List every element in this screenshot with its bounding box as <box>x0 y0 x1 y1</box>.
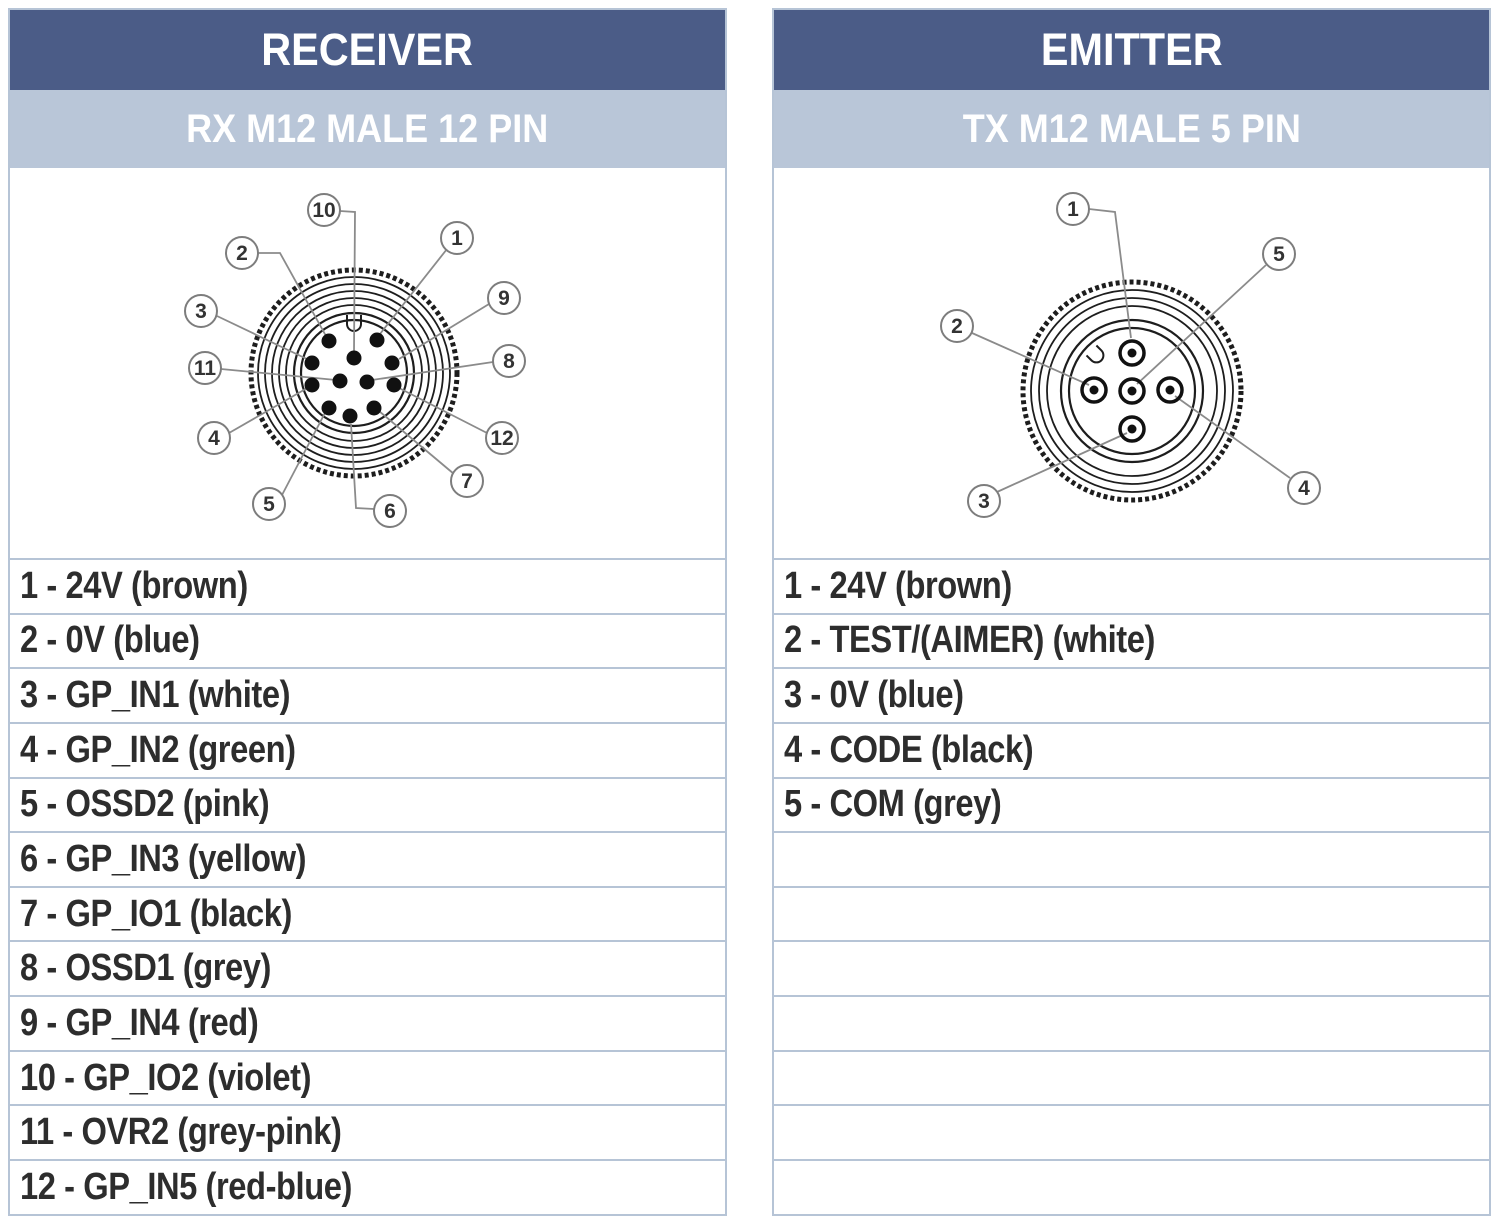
emitter-pin-row-2: 2 - TEST/(AIMER) (white) <box>774 613 1489 668</box>
receiver-pin-row-6: 6 - GP_IN3 (yellow) <box>10 831 725 886</box>
emitter-pin-row-3: 3 - 0V (blue) <box>774 667 1489 722</box>
svg-text:4: 4 <box>1298 477 1310 500</box>
receiver-pin-row-5: 5 - OSSD2 (pink) <box>10 777 725 832</box>
emitter-empty-row-8 <box>774 940 1489 995</box>
emitter-pin-row-4: 4 - CODE (black) <box>774 722 1489 777</box>
receiver-pin-row-2: 2 - 0V (blue) <box>10 613 725 668</box>
rx-callout-11 <box>189 352 221 384</box>
receiver-pin-row-9: 9 - GP_IN4 (red) <box>10 995 725 1050</box>
receiver-header-label: RECEIVER <box>261 24 474 75</box>
emitter-table <box>772 8 1491 1216</box>
emitter-subheader <box>774 90 1489 168</box>
receiver-subheader-label: RX M12 MALE 12 PIN <box>186 106 549 151</box>
svg-text:10: 10 <box>312 199 336 222</box>
tx-callout-3 <box>968 485 1000 517</box>
emitter-empty-row-9 <box>774 995 1489 1050</box>
svg-text:4: 4 <box>208 427 220 450</box>
tx-callout-4 <box>1288 472 1320 504</box>
svg-text:8: 8 <box>503 350 515 373</box>
emitter-pin-row-1: 1 - 24V (brown) <box>774 558 1489 613</box>
rx-callout-10 <box>308 194 340 226</box>
svg-text:5: 5 <box>1273 243 1285 266</box>
receiver-pin-row-1: 1 - 24V (brown) <box>10 558 725 613</box>
svg-text:1: 1 <box>451 227 463 250</box>
receiver-pin-row-8: 8 - OSSD1 (grey) <box>10 940 725 995</box>
receiver-connector-diagram <box>10 168 725 558</box>
rx-callout-4 <box>198 422 230 454</box>
svg-text:1: 1 <box>1067 198 1079 221</box>
receiver-table <box>8 8 727 1216</box>
rx-callout-6 <box>374 495 406 527</box>
emitter-pin-row-5: 5 - COM (grey) <box>774 777 1489 832</box>
emitter-empty-row-10 <box>774 1050 1489 1105</box>
svg-text:2: 2 <box>951 315 963 338</box>
rx-callout-3 <box>185 295 217 327</box>
svg-text:3: 3 <box>195 300 207 323</box>
receiver-header <box>10 10 725 90</box>
tx-keyway-notch <box>1087 346 1107 366</box>
receiver-subheader <box>10 90 725 168</box>
tx-connector-drawing-svg <box>774 168 1489 558</box>
emitter-header <box>774 10 1489 90</box>
receiver-pin-row-3: 3 - GP_IN1 (white) <box>10 667 725 722</box>
rx-callout-2 <box>226 237 258 269</box>
svg-text:6: 6 <box>384 500 396 523</box>
tx-callout-2 <box>941 310 973 342</box>
rx-callout-12 <box>486 422 518 454</box>
rx-callout-9 <box>488 282 520 314</box>
emitter-pin-list <box>774 558 1489 1214</box>
receiver-pin-row-4: 4 - GP_IN2 (green) <box>10 722 725 777</box>
receiver-pin-row-12: 12 - GP_IN5 (red-blue) <box>10 1159 725 1214</box>
emitter-connector-diagram <box>774 168 1489 558</box>
emitter-header-label: EMITTER <box>1040 24 1223 75</box>
receiver-pin-row-7: 7 - GP_IO1 (black) <box>10 886 725 941</box>
receiver-pin-list <box>10 558 725 1214</box>
svg-text:12: 12 <box>490 427 514 450</box>
svg-text:11: 11 <box>193 357 217 380</box>
rx-callout-8 <box>493 345 525 377</box>
svg-text:2: 2 <box>236 242 248 265</box>
rx-connector-drawing-svg <box>10 168 725 558</box>
emitter-empty-row-11 <box>774 1104 1489 1159</box>
svg-text:3: 3 <box>978 490 990 513</box>
rx-callout-5 <box>253 488 285 520</box>
rx-callout-7 <box>451 465 483 497</box>
svg-text:9: 9 <box>498 287 510 310</box>
tx-callout-1 <box>1057 193 1089 225</box>
tx-callout-5 <box>1263 238 1295 270</box>
svg-text:5: 5 <box>263 493 275 516</box>
emitter-empty-row-12 <box>774 1159 1489 1214</box>
receiver-pin-row-10: 10 - GP_IO2 (violet) <box>10 1050 725 1105</box>
rx-callout-1 <box>441 222 473 254</box>
emitter-subheader-label: TX M12 MALE 5 PIN <box>962 106 1301 151</box>
emitter-empty-row-7 <box>774 886 1489 941</box>
svg-text:7: 7 <box>461 470 473 493</box>
receiver-pin-row-11: 11 - OVR2 (grey-pink) <box>10 1104 725 1159</box>
emitter-empty-row-6 <box>774 831 1489 886</box>
